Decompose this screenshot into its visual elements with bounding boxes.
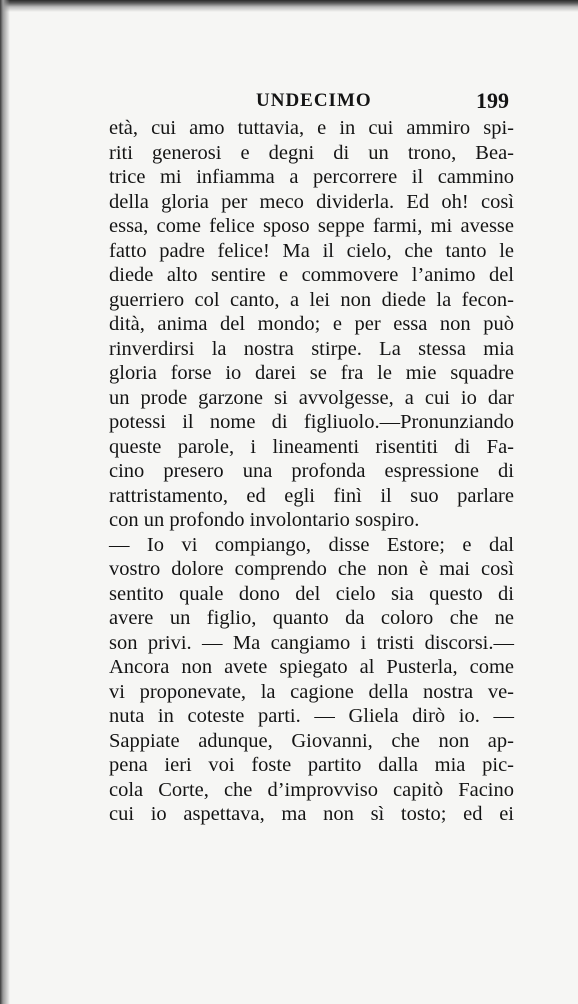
page-top-edge [0, 0, 578, 12]
text-line: della gloria per meco dividerla. Ed oh! così [109, 190, 514, 213]
page-header [256, 90, 516, 118]
text-line: — Io vi compiango, disse Estore; e dal [109, 533, 514, 556]
text-line: rattristamento, ed egli finì il suo parlare [109, 484, 514, 507]
text-line: pena ieri voi foste partito dalla mia pic- [109, 754, 514, 776]
page-left-edge [0, 0, 10, 1004]
text-line: età, cui amo tuttavia, e in cui ammiro spi- [109, 117, 514, 139]
text-line: fatto padre felice! Ma il cielo, che tanto le [109, 239, 514, 262]
text-line: guerriero col canto, a lei non diede la fecon- [109, 288, 514, 311]
text-line: trice mi infiamma a percorrere il cammino [109, 166, 514, 188]
text-line: cino presero una profonda espressione di [109, 460, 514, 482]
text-line: Sappiate adunque, Giovanni, che non ap- [109, 729, 514, 752]
paragraph-end-line: con un profondo involontario sospiro. [109, 509, 420, 531]
text-line: vostro dolore comprendo che non è mai così [109, 558, 514, 580]
page-number: 199 [476, 88, 509, 113]
text-line: essa, come felice sposo seppe farmi, mi avesse [109, 215, 514, 237]
text-line: riti generosi e degni di un trono, Bea- [109, 141, 514, 164]
text-line: avere un figlio, quanto da coloro che ne [109, 607, 514, 629]
text-line: rinverdirsi la nostra stirpe. La stessa mia [109, 337, 514, 360]
text-line: nuta in coteste parti. — Gliela dirò io. — [109, 705, 514, 727]
body-text [109, 116, 514, 827]
text-line: un prode garzone si avvolgesse, a cui io dar [109, 386, 514, 409]
text-line: diede alto sentire e commovere l’animo del [109, 264, 514, 286]
text-line: Ancora non avete spiegato al Pusterla, come [109, 656, 514, 678]
text-line: cola Corte, che d’improvviso capitò Facino [109, 778, 514, 801]
text-line: son privi. — Ma cangiamo i tristi discorsi.— [109, 631, 514, 654]
running-head: UNDECIMO [256, 90, 372, 111]
text-line: cui io aspettava, ma non sì tosto; ed ei [109, 803, 514, 825]
text-line: sentito quale dono del cielo sia questo di [109, 582, 514, 605]
text-line: queste parole, i lineamenti risentiti di Fa- [109, 435, 514, 458]
text-line: gloria forse io darei se fra le mie squadre [109, 362, 514, 384]
text-line: vi proponevate, la cagione della nostra ve- [109, 680, 514, 703]
text-line: potessi il nome di figliuolo.—Pronunziando [109, 411, 514, 433]
text-line: dità, anima del mondo; e per essa non può [109, 313, 514, 335]
